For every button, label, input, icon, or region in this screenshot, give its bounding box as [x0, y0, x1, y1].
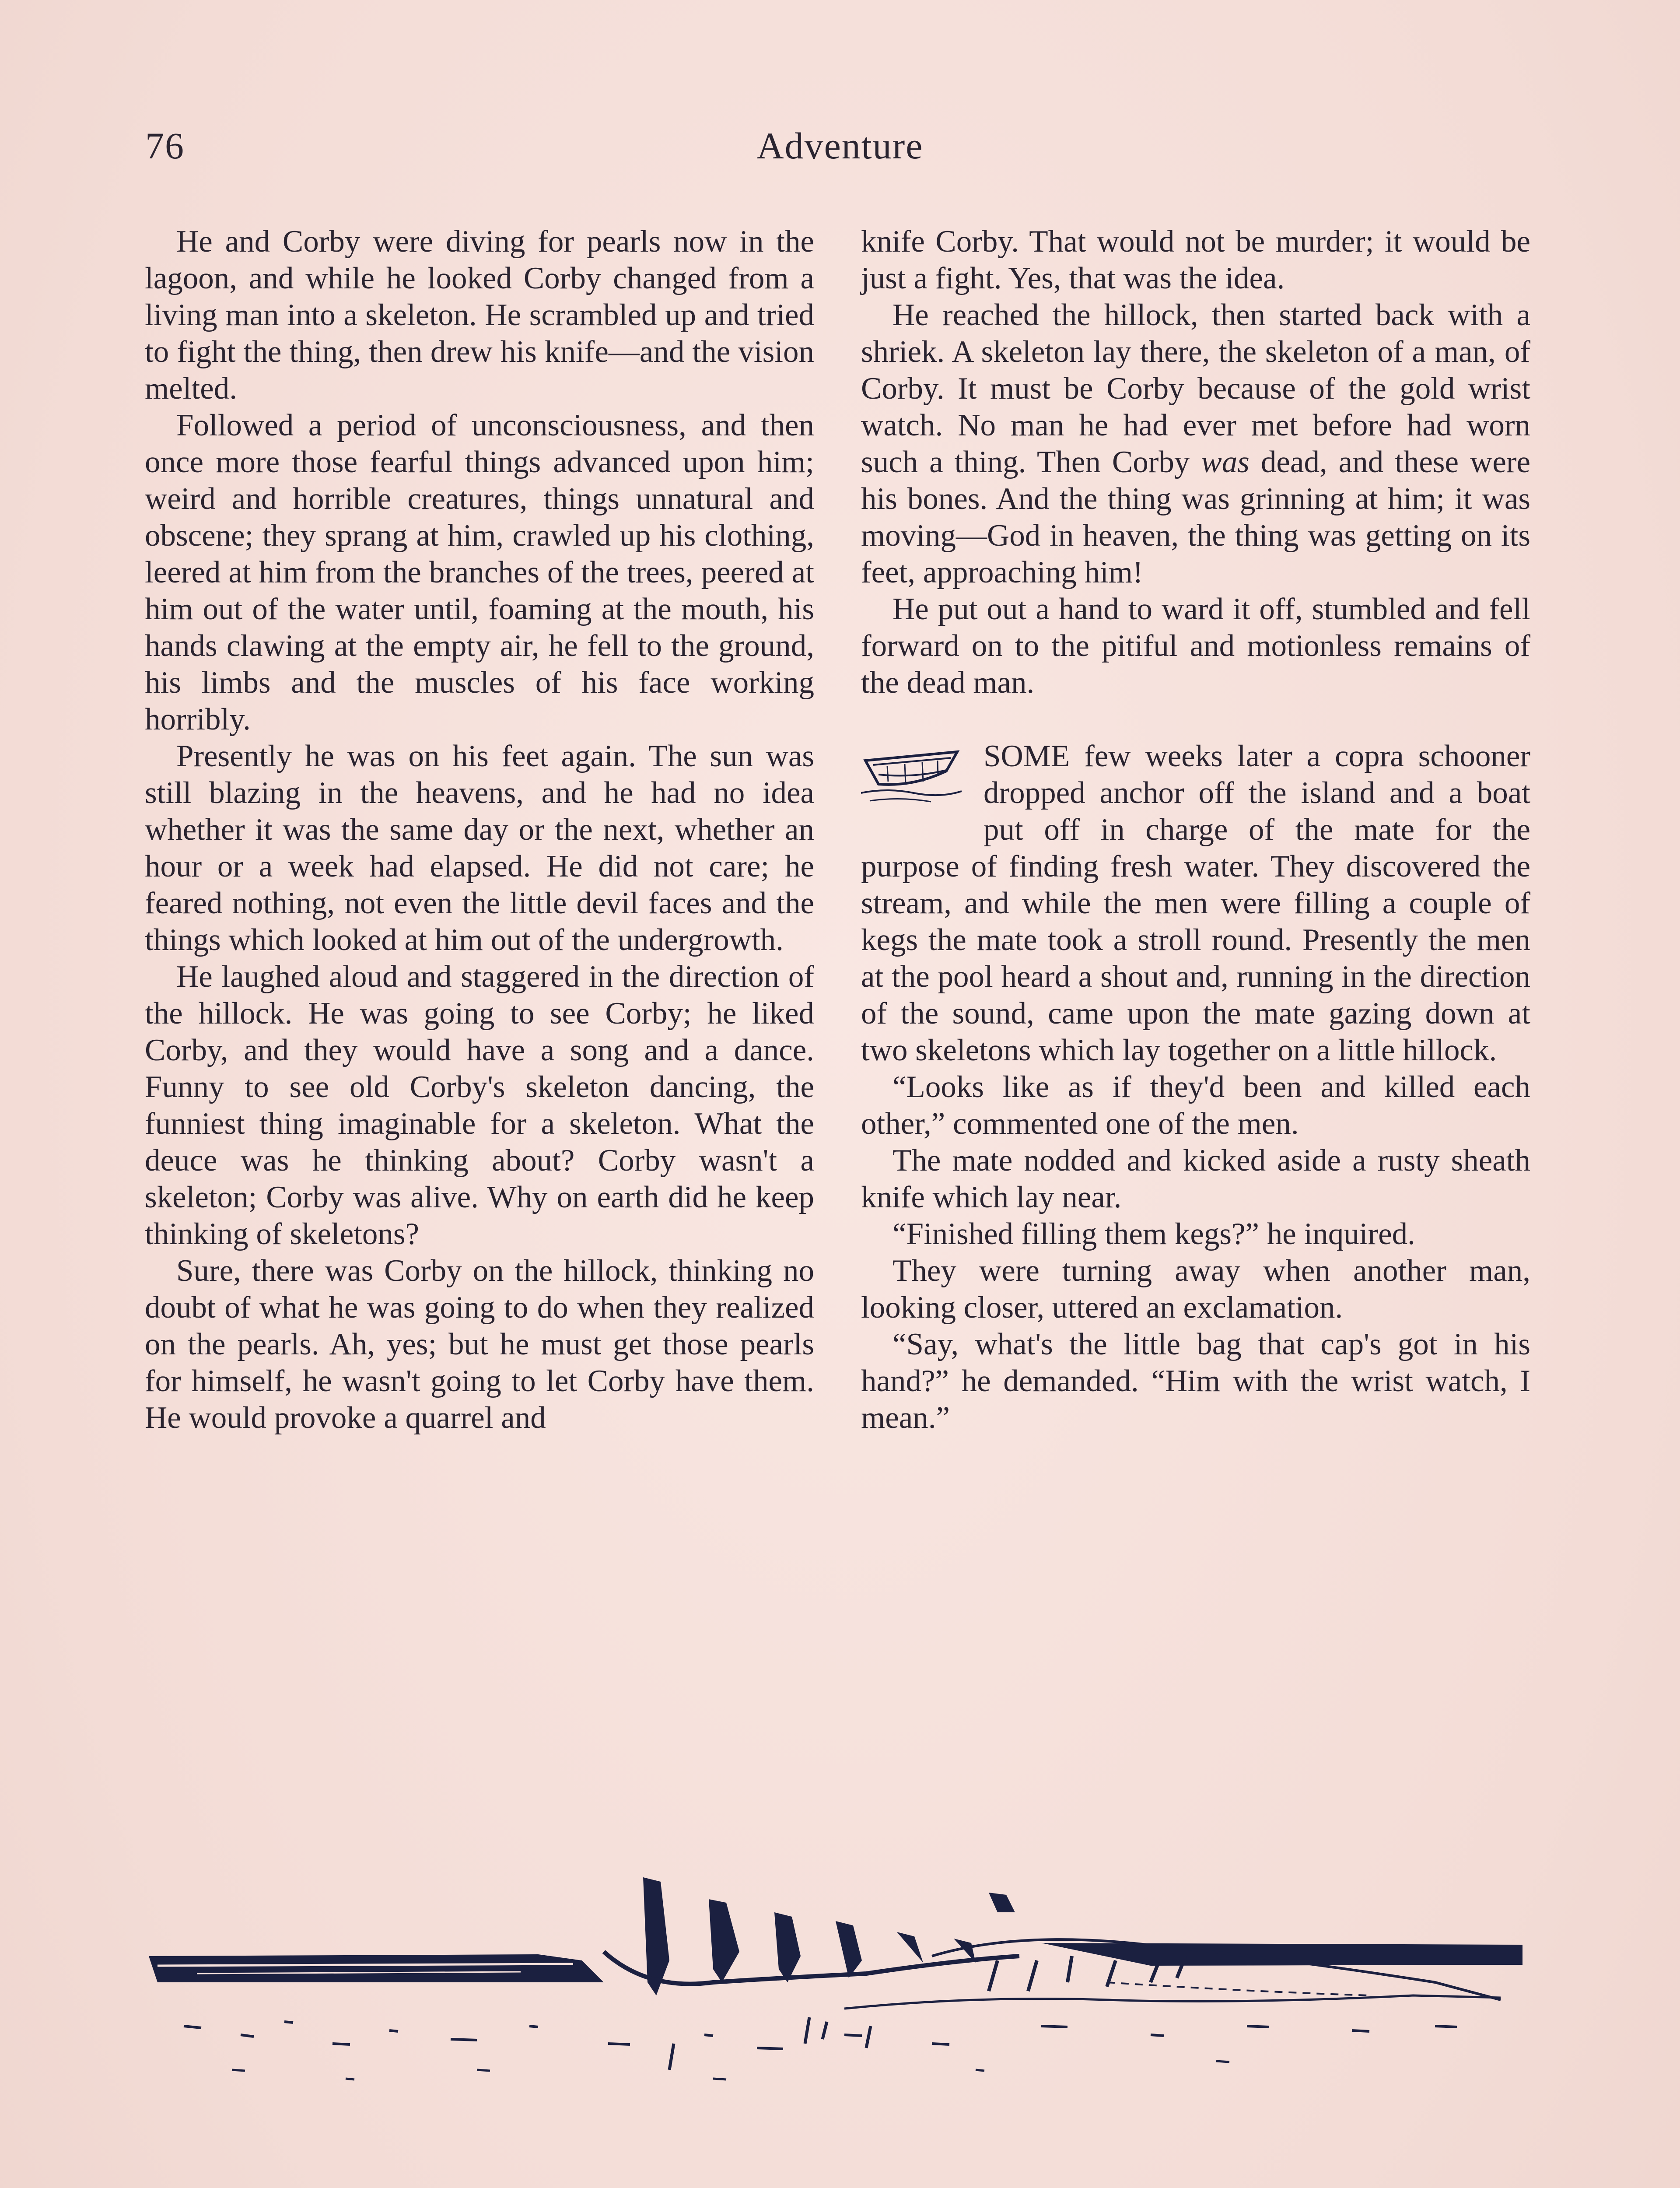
paragraph: Followed a period of unconsciousness, and then once more those fearful things advanced upon him; weird and horrible creatures, things unnatural and obscene; they sprang at him, crawled up his clothing, leered at him from the branches of the trees, peered at him out of the water until, foaming at the mouth, his hands clawing at the empty air, he fell to the ground, his limbs and the muscles of his face working horribly.: [145, 408, 814, 736]
paragraph: knife Corby. That would not be murder; it would be just a fight. Yes, that was the idea.: [861, 224, 1530, 295]
page-number: 76: [145, 125, 185, 167]
left-column: [145, 223, 814, 1436]
paragraph: “Looks like as if they'd been and killed each other,” commented one of the men.: [861, 1070, 1530, 1141]
paragraph: “Say, what's the little bag that cap's got in his hand?” he demanded. “Him with the wrist watch, I mean.”: [861, 1327, 1530, 1435]
boat-icon: [861, 744, 962, 814]
paragraph: “Finished filling them kegs?” he inquired.: [892, 1217, 1415, 1251]
paragraph: Sure, there was Corby on the hillock, thinking no doubt of what he was going to do when they realized on the pearls. Ah, yes; but he must get those pearls for himself, he wasn't going to let Corby have them. He would provoke a quarrel and: [145, 1254, 814, 1435]
text-run: He reached the hillock, then started back with a shriek. A skeleton lay there, the skeleton of a man, of Corby. It must be Corby because of the gold wrist watch. No man he had ever met before had worn such a thing. Then Corby: [861, 298, 1530, 479]
magazine-title: Adventure: [756, 125, 924, 167]
shipwreck-on-beach-illustration: [144, 1851, 1536, 2149]
paragraph: He and Corby were diving for pearls now in the lagoon, and while he looked Corby changed from a living man into a skeleton. He scrambled up and tried to fight the thing, then drew his knife—and the vision melted.: [145, 224, 814, 406]
text-run: dead, and these were his bones. And the thing was grinning at him; it was moving—God in heaven, the thing was getting on its feet, approaching him!: [861, 445, 1530, 589]
paragraph: The mate nodded and kicked aside a rusty sheath knife which lay near.: [861, 1143, 1530, 1214]
paragraph: He laughed aloud and staggered in the direction of the hillock. He was going to see Corby; he liked Corby, and they would have a song and a dance. Funny to see old Corby's skeleton dancing, the funniest thing imaginable for a skeleton. What the deuce was he thinking about? Corby wasn't a skeleton; Corby was alive. Why on earth did he keep thinking of skeletons?: [145, 960, 814, 1251]
paragraph: He put out a hand to ward it off, stumbled and fell forward on to the pitiful and motionless remains of the dead man.: [861, 592, 1530, 700]
section-opener: [861, 738, 1530, 1069]
paragraph: SOME few weeks later a copra schooner dropped anchor off the island and a boat put off in charge of the mate for the purpose of finding fresh water. They discovered the stream, and while the men were filling a couple of kegs the mate took a stroll round. Presently the men at the pool heard a shout and, running in the direction of the sound, came upon the mate gazing down at two skeletons which lay together on a little hillock.: [861, 739, 1530, 1067]
paragraph: Presently he was on his feet again. The sun was still blazing in the heavens, and he had no idea whether it was the same day or the next, whether an hour or a week had elapsed. He did not care; he feared nothing, not even the little devil faces and the things which looked at him out of the undergrowth.: [145, 739, 814, 957]
paragraph: They were turning away when another man, looking closer, uttered an exclamation.: [861, 1254, 1530, 1325]
right-column: [861, 223, 1530, 1436]
italic-emphasis: was: [1201, 445, 1250, 479]
paragraph: [861, 297, 1530, 591]
